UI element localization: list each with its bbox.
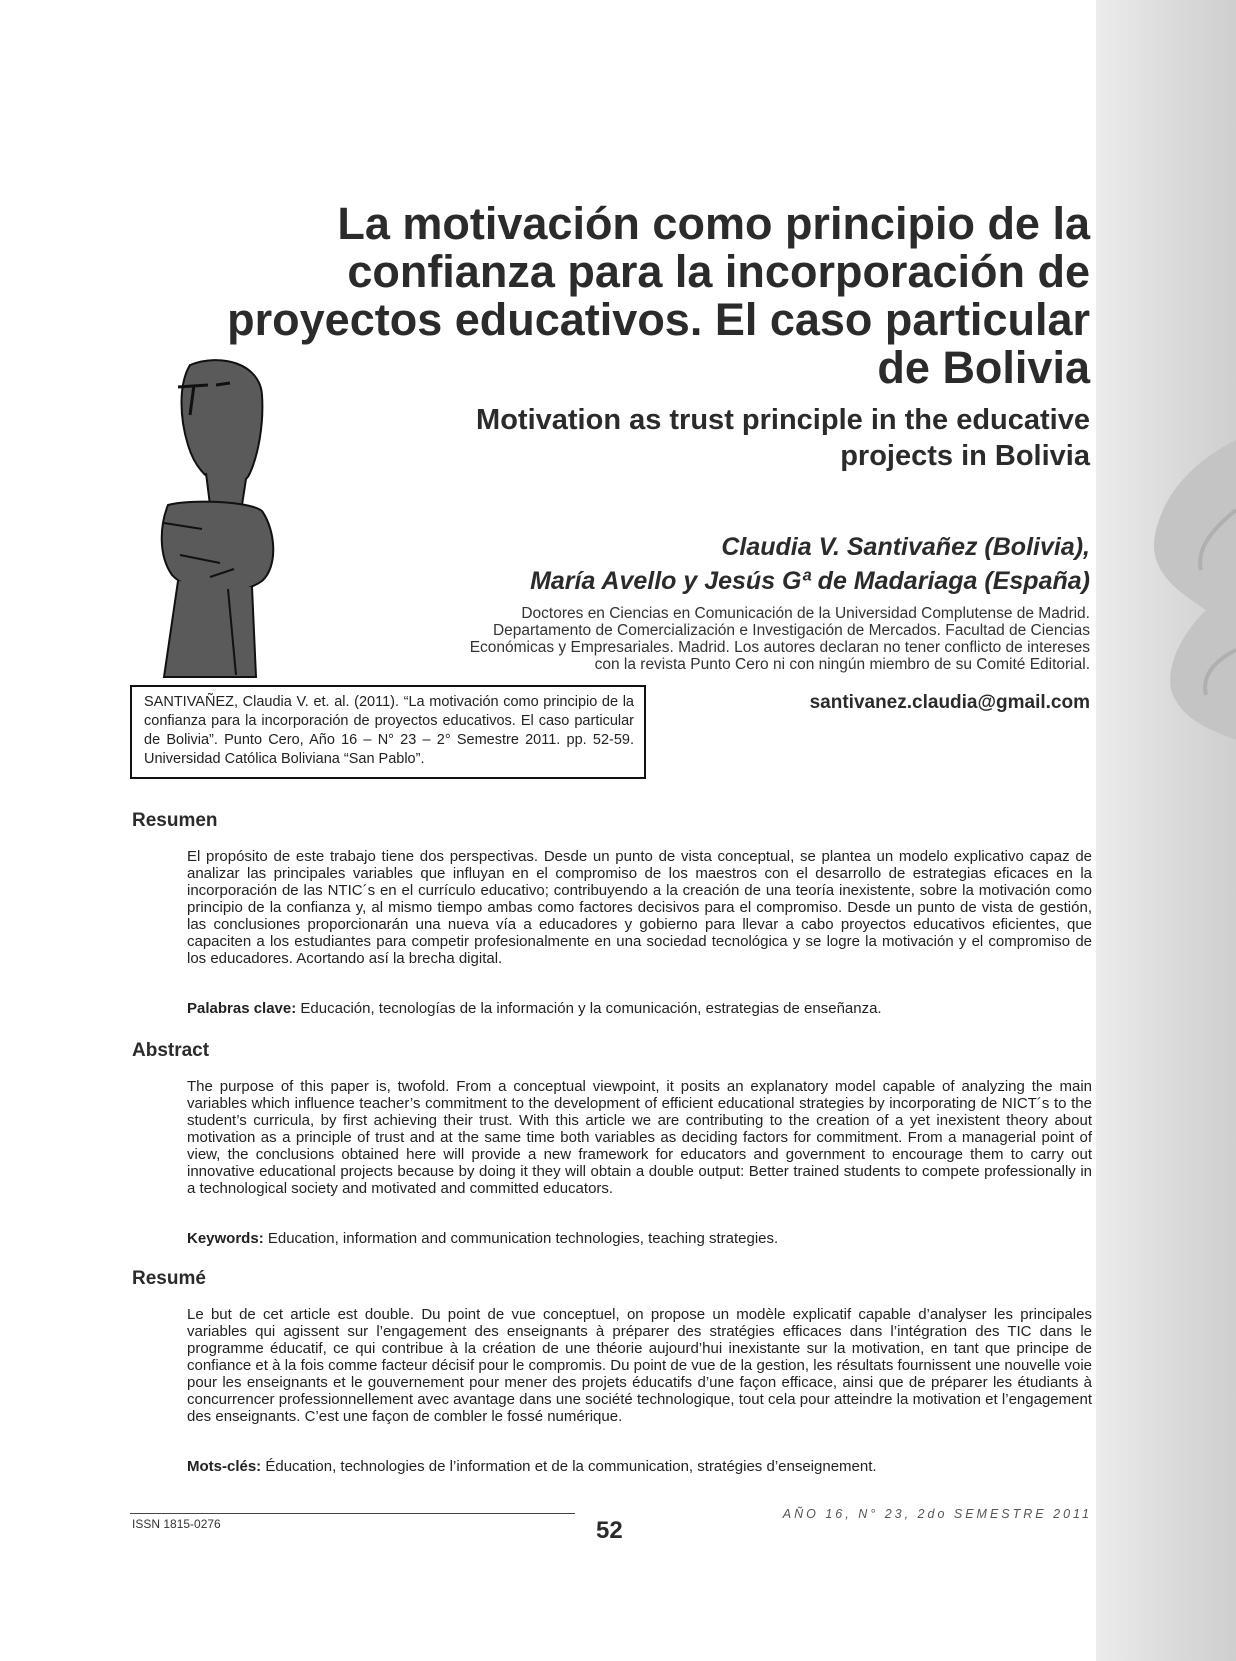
keywords-value: Educación, tecnologías de la información y la comunicación, estrategias de enseñanza. (296, 1000, 882, 1017)
subtitle-line: projects in Bolivia (840, 440, 1090, 472)
abstract-text: The purpose of this paper is, twofold. From a conceptual viewpoint, it posits an explanatory model capable of analyzing the main variables which influence teacher’s commitment to the development of efficient educational strategies by incorporating de NICT´s to the student’s curricula, by first achieving their trust. With this article we are contributing to the creation of a yet inexistent theory about motivation as a principle of trust and at the same time both variables as deciding factors for commitment. From a managerial point of view, the conclusions obtained here will provide a new framework for educators and government to encourage them to carry out innovative educational projects because by doing it they will obtain a double output: Better trained students to compete professionally in a technological society and motivated and committed educators. (187, 1078, 1092, 1197)
citation-box: SANTIVAÑEZ, Claudia V. et. al. (2011). “La motivación como principio de la confianza para la incorporación de proyectos educativos. El caso particular de Bolivia”. Punto Cero, Año 16 – N° 23 – 2° Semestre 2011. pp. 52-59. Universidad Católica Boliviana “San Pablo”. (130, 685, 646, 779)
author-affiliation (340, 605, 1090, 673)
author-line: María Avello y Jesús Gª de Madariaga (España) (530, 567, 1090, 595)
abstract-keywords (187, 1230, 1092, 1247)
keywords-label: Keywords: (187, 1230, 264, 1247)
resumen-heading: Resumen (132, 810, 218, 831)
english-title (380, 402, 1090, 474)
hand-sculpture-graphic (1096, 420, 1236, 920)
author-line: Claudia V. Santivañez (Bolivia), (721, 533, 1090, 561)
contact-email[interactable]: santivanez.claudia@gmail.com (809, 692, 1090, 713)
resumen-text: El propósito de este trabajo tiene dos perspectivas. Desde un punto de vista conceptual, se plantea un modelo explicativo capaz de analizar las principales variables que influyan en el compromiso de los maestros con el desarrollo de estrategias eficaces en la incorporación de las NTIC´s en el currículo educativo; contribuyendo a la creación de una teoría inexistente, sobre la motivación como principio de la confianza y, al mismo tiempo ambas como factores decisivos para el compromiso. Desde un punto de vista de gestión, las conclusiones proporcionarán una nueva vía a educadores y gobierno para llevar a cabo proyectos educativos eficientes, que capaciten a los estudiantes para competir profesionalmente en una sociedad tecnológica y se logre la motivación y el compromiso de los educadores. Acortando así la brecha digital. (187, 848, 1092, 967)
title-line: La motivación como principio de la (337, 198, 1090, 249)
title-line: proyectos educativos. El caso particular (227, 294, 1090, 345)
resume-heading: Resumé (132, 1268, 206, 1289)
subtitle-line: Motivation as trust principle in the educative (476, 404, 1090, 436)
keywords-value: Éducation, technologies de l’information et de la communication, stratégies d’enseignement. (261, 1458, 877, 1475)
issue-label: AÑO 16, N° 23, 2do SEMESTRE 2011 (782, 1507, 1092, 1521)
affiliation-line: Económicas y Empresariales. Madrid. Los autores declaran no tener conflicto de intereses (469, 639, 1090, 656)
footer-rule (130, 1513, 575, 1514)
affiliation-line: Departamento de Comercialización e Investigación de Mercados. Facultad de Ciencias (492, 622, 1090, 639)
affiliation-line: con la revista Punto Cero ni con ningún miembro de su Comité Editorial. (594, 656, 1090, 673)
issn-label: ISSN 1815-0276 (132, 1517, 221, 1531)
page-number: 52 (596, 1517, 623, 1544)
resumen-keywords (187, 1000, 1092, 1017)
affiliation-line: Doctores en Ciencias en Comunicación de la Universidad Complutense de Madrid. (521, 605, 1090, 622)
resume-text: Le but de cet article est double. Du point de vue conceptuel, on propose un modèle explicatif capable d’analyser les principales variables qui agissent sur l’engagement des enseignants à préparer des stratégies efficaces dans l’intégration des TIC dans le programme éducatif, ce qui contribue à la création de une théorie aujourd’hui inexistante sur la motivation, en tant que principe de confiance et à la fois comme facteur décisif pour le compromis. Du point de vue de la gestion, les résultats fournissent une nouvelle voie pour les enseignants et le gouvernement pour mener des projets éducatifs d’une façon efficace, ainsi que de préparer les étudiants à concurrencer professionnellement avec avantage dans une société technologique, tout cela pour atteindre la motivation et l’engagement des enseignants. C’est une façon de combler le fossé numérique. (187, 1306, 1092, 1425)
author-list (380, 530, 1090, 598)
keywords-label: Palabras clave: (187, 1000, 297, 1017)
keywords-label: Mots-clés: (187, 1458, 262, 1475)
resume-keywords (187, 1458, 1092, 1475)
bust-statue-illustration (150, 355, 300, 680)
keywords-value: Education, information and communication technologies, teaching strategies. (263, 1230, 779, 1247)
abstract-heading: Abstract (132, 1040, 210, 1061)
title-line: de Bolivia (877, 342, 1090, 393)
page-edge-shadow (1096, 0, 1236, 1661)
title-line: confianza para la incorporación de (347, 246, 1090, 297)
